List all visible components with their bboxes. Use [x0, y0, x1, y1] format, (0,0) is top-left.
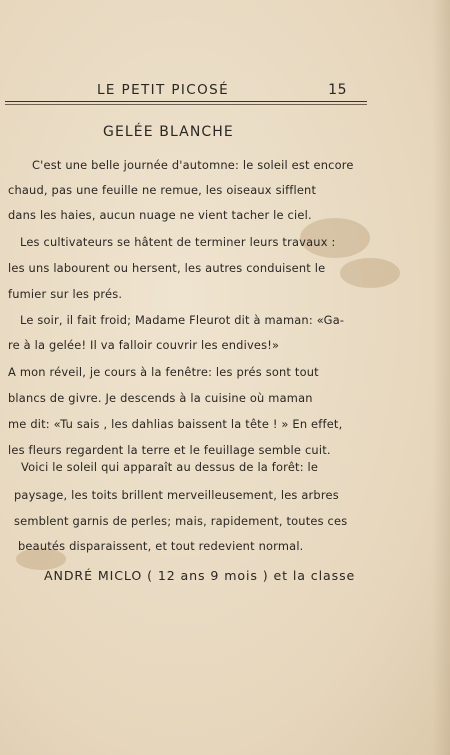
signature: ANDRÉ MICLO ( 12 ans 9 mois ) et la classe — [44, 568, 356, 583]
text-line: beautés disparaissent, et tout redevient normal. — [18, 539, 304, 553]
text-line: Les cultivateurs se hâtent de terminer leurs travaux : — [20, 235, 336, 249]
article-title: GELÉE BLANCHE — [103, 124, 234, 140]
text-line: Voici le soleil qui apparaît au dessus de la forêt: le — [21, 460, 319, 474]
running-title: LE PETIT PICOSÉ — [97, 82, 230, 98]
text-line: chaud, pas une feuille ne remue, les oiseaux sifflent — [8, 183, 317, 197]
header-rule-thin — [5, 104, 367, 105]
text-line: blancs de givre. Je descends à la cuisine où maman — [8, 391, 313, 405]
text-line: re à la gelée! Il va falloir couvrir les endives!» — [8, 338, 280, 352]
text-line: les uns labourent ou hersent, les autres conduisent le — [8, 261, 326, 275]
text-line: Le soir, il fait froid; Madame Fleurot dit à maman: «Ga- — [20, 313, 345, 327]
header-rule — [5, 101, 367, 102]
text-line: paysage, les toits brillent merveilleusement, les arbres — [14, 488, 339, 502]
text-line: A mon réveil, je cours à la fenêtre: les prés sont tout — [8, 365, 319, 379]
text-line: les fleurs regardent la terre et le feuillage semble cuit. — [8, 443, 331, 457]
text-line: me dit: «Tu sais , les dahlias baissent la tête ! » En effet, — [8, 417, 343, 431]
page-header — [5, 78, 367, 98]
page-number: 15 — [328, 82, 347, 98]
text-line: semblent garnis de perles; mais, rapidement, toutes ces — [14, 514, 348, 528]
text-line: C'est une belle journée d'automne: le soleil est encore — [32, 158, 354, 172]
text-line: dans les haies, aucun nuage ne vient tacher le ciel. — [8, 208, 312, 222]
text-line: fumier sur les prés. — [8, 287, 123, 301]
paper-stain — [340, 258, 400, 288]
